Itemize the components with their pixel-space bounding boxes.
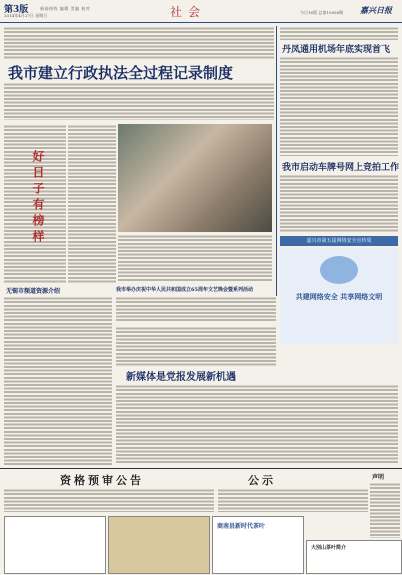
middle-column-text bbox=[68, 124, 116, 284]
right-article-plate-text bbox=[280, 174, 398, 232]
issue-info: 今日16版 总第10858期 bbox=[300, 10, 344, 15]
public-notice-title: 公示 bbox=[248, 474, 276, 487]
side-small-title: 无锡市频道资源介绍 bbox=[6, 288, 61, 295]
center-bar-headline: 我市举办庆祝中华人民共和国成立65周年文艺晚会暨系列活动 bbox=[116, 287, 253, 293]
ad-block-right bbox=[306, 540, 402, 574]
left-bottom-text bbox=[4, 296, 112, 466]
security-week-banner: 嘉兴市第五届网络安全宣传周 bbox=[280, 236, 398, 246]
promo-slogan: 共建网络安全 共享网络文明 bbox=[295, 292, 383, 301]
section-title: 社会 bbox=[170, 5, 207, 19]
page-date: 2014年4月27日 星期日 bbox=[4, 13, 48, 18]
ad-tea-title: 商南县新时代茶叶 bbox=[217, 523, 266, 530]
newspaper-logo: 嘉兴日报 bbox=[360, 5, 392, 15]
promo-poster bbox=[280, 248, 398, 344]
ad-block-tea bbox=[212, 516, 304, 574]
right-article-airport-text bbox=[280, 56, 398, 156]
prequal-notice-title: 资格预审公告 bbox=[60, 474, 144, 487]
ad-block-center bbox=[108, 516, 210, 574]
right-headline-plate: 我市启动车牌号网上竞拍工作 bbox=[282, 163, 400, 173]
statement-title: 声明 bbox=[372, 474, 385, 481]
side-vertical-title: 好日子有榜样 bbox=[31, 150, 45, 246]
center2-article-text bbox=[116, 384, 398, 464]
main-headline: 我市建立行政执法全过程记录制度 bbox=[8, 64, 234, 82]
photo-caption-text bbox=[118, 234, 272, 282]
page-meta: 新闻热线 编辑 美编 校对 bbox=[40, 6, 91, 11]
right-top-text bbox=[280, 26, 398, 40]
ad-block-left bbox=[4, 516, 106, 574]
prequal-notice-text bbox=[4, 488, 214, 512]
center-article-text bbox=[116, 296, 276, 322]
page-number: 第3版 bbox=[4, 5, 29, 15]
column-divider bbox=[276, 26, 277, 296]
center2-lead-text bbox=[116, 326, 276, 366]
statement-text bbox=[370, 482, 400, 538]
globe-icon bbox=[320, 256, 358, 284]
news-photo bbox=[118, 124, 272, 232]
ads-divider bbox=[0, 468, 402, 469]
public-notice-text bbox=[218, 488, 368, 512]
main-article-text bbox=[4, 82, 274, 120]
article-lead-text bbox=[4, 26, 274, 60]
ad-right-title: 大别山茶叶简介 bbox=[311, 545, 347, 551]
right-headline-airport: 丹凤通用机场年底实现首飞 bbox=[282, 45, 391, 55]
center2-headline: 新媒体是党报发展新机遇 bbox=[126, 372, 236, 383]
page-header bbox=[0, 0, 402, 23]
